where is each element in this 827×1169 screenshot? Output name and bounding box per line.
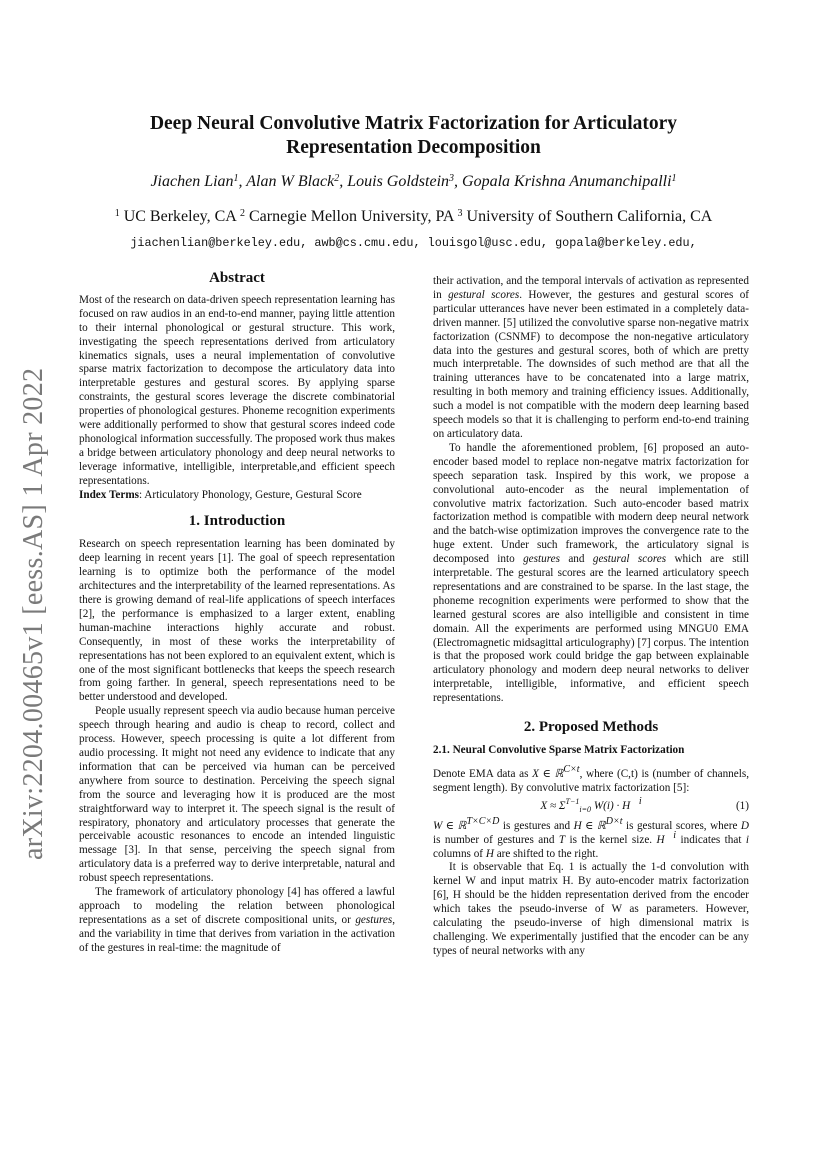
subsection-heading: 2.1. Neural Convolutive Sparse Matrix Factorization: [433, 744, 685, 756]
affiliations: $^1$ UC Berkeley, CA $^2$ Carnegie Mellon University, PA $^3$ University of Southern California, CA: [114, 208, 713, 225]
arxiv-sidebar-stamp: arXiv:2204.00465v1 [eess.AS] 1 Apr 2022: [18, 367, 49, 860]
ema-data-formula: X ∈ ℝ$^{C\times t}$: [532, 763, 580, 780]
affiliation: UC Berkeley, CA: [123, 208, 236, 225]
intro-paragraph-2: People usually represent speech via audio because human perceive speech through hearing and audio is cheap to record, collect and process. However, speech processing is quite a lot different from audio processing. It might not need any evidence to indicate that any information that can be perceived via human can be perceived anywhere from source to destination. Perceiving the speech signal from the source and leveraging how it is produced are the most straightforward way to interpret it. The speech signal is the result of respiratory, phonatory and articulatory processes that generate the perceivable acoustic resonances to encode an intended linguistic message [3]. In that sense, perceiving the speech signal from articulatory data is a preferred way to derive interpretable, natural and robust speech representations.: [79, 705, 395, 885]
left-column: [79, 272, 395, 956]
equation-number: (1): [735, 799, 749, 812]
equation-body: $X \approx \Sigma^{T-1}_{i=0}$ W(i) · H⃗$^i$: [540, 795, 642, 814]
introduction-heading: 1. Introduction: [188, 512, 286, 529]
author-name: Jiachen Lian: [150, 173, 234, 190]
title-line-2: Representation Decomposition: [286, 137, 541, 158]
affiliation: University of Southern California, CA: [466, 208, 713, 225]
abstract-text: Most of the research on data-driven speech representation learning has focused on raw audios in an end-to-end manner, paying little attention to their internal phonological or gestural structure. This work, investigating the speech representations derived from articulatory kinematics signals, uses a neural implementation of convolutive sparse matrix factorization to decompose the articulatory data into interpretable gestures and gestural scores. By applying sparse constraints, the gestural scores leverage the discrete combinatorial properties of phonological gestures. Phoneme recognition experiments were additionally performed to show that gestural scores indeed code phonological information successfully. The proposed work thus makes a bridge between articulatory phonology and deep neural networks to leverage informative, intelligible, interpretable,and efficient speech representations.: [79, 293, 395, 487]
intro-paragraph-4: their activation, and the temporal intervals of activation as represented in gestural scores. However, the gestures and gestural scores of particular utterances have never been estimated in a completely data-driven manner. [5] utilized the convolutive sparse non-negative matrix factorization (CSNMF) to decompose the non-negative articulatory data into the gestures and gestural scores, both of which are pretty much interpretable. The downsides of such method are that all the training utterances have to be concatenated into a large matrix, resulting in both memory and training efficiency issues. Additionally, such a model is not compatible with the modern deep learning based speech models so that it is challenging to perform end-to-end training on articulatory data.: [433, 275, 750, 440]
index-terms: Index Terms: Articulatory Phonology, Gesture, Gestural Score: [79, 488, 362, 501]
right-column: [433, 275, 749, 959]
paper-title: [0, 112, 827, 160]
author-name: Alan W Black: [246, 173, 335, 190]
affiliation: Carnegie Mellon University, PA: [248, 208, 454, 225]
author-list: Jiachen Lian$^1$, Alan W Black$^2$, Louis Goldstein$^3$, Gopala Krishna Anumanchipalli$^1$: [150, 173, 677, 190]
intro-paragraph-1: Research on speech representation learning has been dominated by deep learning in recent years [1]. The goal of speech representation learning is to optimize both the performance of the model architectures and the interpretability of the learned representations. As there is growing demand of real-life applications of speech interfaces [2], the performance is emphasized to a larger extent, enabling human-machine interactions highly accurate and robust. Consequently, in most of these works the interpretability of representations has not been explored to an equivalent extent, which is one of the most significant bottlenecks that keeps the speech research from going farther. In general, speech representations need to be better understood and developed.: [79, 538, 395, 704]
equation-1: [433, 795, 749, 816]
abstract-heading: Abstract: [209, 270, 265, 286]
author-name: Louis Goldstein: [347, 173, 450, 190]
methods-paragraph-3: It is observable that Eq. 1 is actually the 1-d convolution with kernel W and input matrix H. By auto-encoder matrix factorization [6], H should be the hidden representation derived from the encoder which takes the pseudo-inverse of W as parameters. However, calculating the pseudo-inverse of high dimensional matrix is challenging. We experimentally justified that the encoder can be any types of neural networks with any: [433, 861, 749, 957]
title-line-1: Deep Neural Convolutive Matrix Factorization for Articulatory: [149, 113, 678, 134]
methods-paragraph-2: W ∈ ℝ$^{T\times C\times D}$ is gestures and H ∈ ℝ$^{D\times t}$ is gestural scores, where D is number of gestures and T is the kernel size. H⃗$^i$ indicates that i columns of H are shifted to the right.: [433, 815, 749, 860]
author-name: Gopala Krishna Anumanchipalli: [462, 173, 672, 190]
intro-paragraph-5: To handle the aforementioned problem, [6] proposed an auto-encoder based model to replace non-negatve matrix factorization for speech separation task. Inspired by this work, we propose a convolutional auto-encoder as the neural implementation of convolutive matrix factorization. Such auto-encoder based matrix factorization method is compatible with modern deep neural network and the batch-wise optimization improves the convergence rate to the huge extent. Under such framework, the articulatory signal is decomposed into gestures and gestural scores which are still interpretable. The gestural scores are the learned articulatory speech representations and are constrained to be sparse. In the last stage, the phoneme recognition experiments were performed to show that the learned gestural scores are also intelligible and consistent in time domain. All the experiments are performed using MNGU0 EMA (Electromagnetic midsagittal articulography) [7] corpus. The intention is that the proposed work could bridge the gap between explainable articulatory phonology and modern deep neural networks to deliver interpretable, intelligible, informative, and efficient speech representations.: [433, 441, 749, 705]
methods-paragraph-1: Denote EMA data as X ∈ ℝ$^{C\times t}$, where (C,t) is (number of channels, segment length). By convolutive matrix factorization [5]:: [433, 763, 749, 794]
author-emails: jiachenlian@berkeley.edu, awb@cs.cmu.edu, louisgol@usc.edu, gopala@berkeley.edu,: [130, 236, 697, 250]
methods-heading: 2. Proposed Methods: [523, 719, 659, 736]
intro-paragraph-3: The framework of articulatory phonology [4] has offered a lawful approach to modeling the relation between phonological representations as a set of discrete compositional units, or gestures, and the variability in time that derives from variation in the activation of the gestures in real-time: the magnitude of: [79, 886, 395, 954]
